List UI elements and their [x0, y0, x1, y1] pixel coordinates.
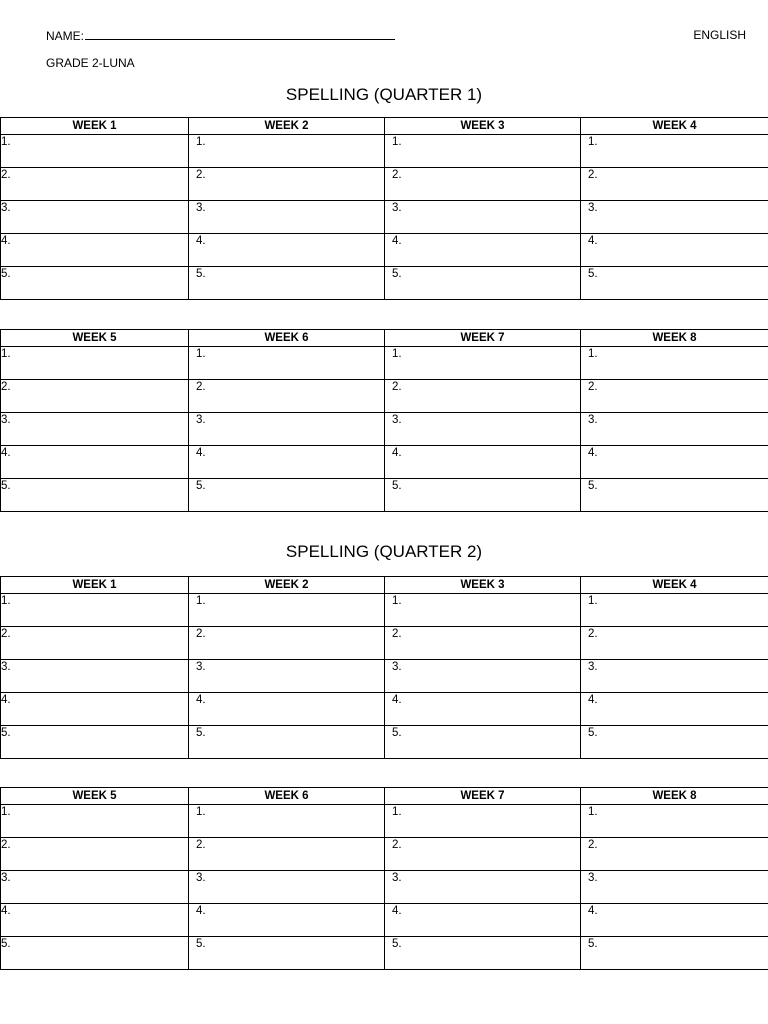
item-number: 1. [196, 806, 206, 818]
item-number: 2. [1, 169, 11, 181]
spelling-entry-cell[interactable] [385, 805, 581, 838]
item-number: 5. [196, 268, 206, 280]
week-header: WEEK 6 [189, 330, 385, 347]
spelling-entry-cell[interactable] [581, 660, 768, 693]
item-number: 3. [196, 202, 206, 214]
item-number: 3. [1, 202, 11, 214]
spelling-entry-cell[interactable] [581, 135, 768, 168]
item-number: 1. [392, 595, 402, 607]
item-number: 2. [1, 381, 11, 393]
spelling-entry-cell[interactable] [385, 201, 581, 234]
name-label: NAME: [46, 29, 85, 43]
spelling-entry-cell[interactable] [189, 380, 385, 413]
table-row [1, 446, 768, 479]
week-header: WEEK 3 [385, 577, 581, 594]
spelling-table [0, 329, 768, 512]
spelling-entry-cell[interactable] [1, 871, 189, 904]
spelling-entry-cell[interactable] [385, 937, 581, 970]
item-number: 4. [196, 235, 206, 247]
spelling-entry-cell[interactable] [581, 446, 768, 479]
table-row [1, 904, 768, 937]
week-header: WEEK 1 [1, 577, 189, 594]
spelling-entry-cell[interactable] [385, 594, 581, 627]
spelling-entry-cell[interactable] [1, 446, 189, 479]
name-line[interactable] [85, 28, 395, 40]
spelling-entry-cell[interactable] [581, 904, 768, 937]
item-number: 2. [392, 839, 402, 851]
spelling-entry-cell[interactable] [385, 413, 581, 446]
spelling-entry-cell[interactable] [385, 347, 581, 380]
table-row [1, 627, 768, 660]
week-header: WEEK 2 [189, 118, 385, 135]
week-header: WEEK 4 [581, 577, 768, 594]
item-number: 3. [392, 872, 402, 884]
spelling-entry-cell[interactable] [385, 135, 581, 168]
spelling-entry-cell[interactable] [1, 380, 189, 413]
week-header: WEEK 4 [581, 118, 768, 135]
item-number: 4. [392, 235, 402, 247]
spelling-entry-cell[interactable] [1, 838, 189, 871]
item-number: 5. [1, 480, 11, 492]
quarter-1-title: SPELLING (QUARTER 1) [285, 85, 483, 104]
spelling-entry-cell[interactable] [1, 726, 189, 759]
grade-label: GRADE 2-LUNA [46, 56, 135, 70]
item-number: 3. [196, 661, 206, 673]
week-header: WEEK 8 [581, 788, 768, 805]
item-number: 4. [588, 694, 598, 706]
spelling-entry-cell[interactable] [581, 267, 768, 300]
spelling-entry-cell[interactable] [189, 446, 385, 479]
table-row [1, 726, 768, 759]
item-number: 1. [392, 806, 402, 818]
item-number: 2. [392, 628, 402, 640]
spelling-entry-cell[interactable] [385, 380, 581, 413]
item-number: 3. [1, 661, 11, 673]
item-number: 4. [392, 694, 402, 706]
spelling-entry-cell[interactable] [189, 871, 385, 904]
week-header: WEEK 6 [189, 788, 385, 805]
item-number: 2. [196, 839, 206, 851]
item-number: 2. [392, 169, 402, 181]
spelling-entry-cell[interactable] [189, 135, 385, 168]
table-row [1, 805, 768, 838]
item-number: 4. [196, 905, 206, 917]
item-number: 3. [196, 872, 206, 884]
table-row [1, 234, 768, 267]
item-number: 3. [392, 661, 402, 673]
week-header: WEEK 7 [385, 788, 581, 805]
item-number: 1. [1, 806, 11, 818]
spelling-entry-cell[interactable] [581, 693, 768, 726]
item-number: 2. [1, 839, 11, 851]
spelling-entry-cell[interactable] [189, 201, 385, 234]
spelling-entry-cell[interactable] [1, 135, 189, 168]
spelling-entry-cell[interactable] [189, 904, 385, 937]
item-number: 3. [588, 202, 598, 214]
item-number: 2. [196, 628, 206, 640]
table-row [1, 380, 768, 413]
item-number: 4. [588, 905, 598, 917]
table-row [1, 267, 768, 300]
table-row [1, 479, 768, 512]
item-number: 1. [588, 595, 598, 607]
spelling-entry-cell[interactable] [189, 805, 385, 838]
spelling-entry-cell[interactable] [1, 660, 189, 693]
item-number: 5. [1, 268, 11, 280]
spelling-entry-cell[interactable] [189, 937, 385, 970]
item-number: 5. [196, 938, 206, 950]
spelling-entry-cell[interactable] [385, 446, 581, 479]
item-number: 3. [588, 872, 598, 884]
item-number: 1. [1, 348, 11, 360]
item-number: 2. [588, 169, 598, 181]
spelling-entry-cell[interactable] [581, 726, 768, 759]
item-number: 5. [588, 268, 598, 280]
spelling-entry-cell[interactable] [1, 267, 189, 300]
spelling-entry-cell[interactable] [581, 380, 768, 413]
item-number: 5. [392, 268, 402, 280]
item-number: 1. [588, 806, 598, 818]
spelling-entry-cell[interactable] [1, 234, 189, 267]
spelling-entry-cell[interactable] [189, 627, 385, 660]
table-row [1, 660, 768, 693]
item-number: 5. [392, 480, 402, 492]
spelling-entry-cell[interactable] [385, 838, 581, 871]
item-number: 5. [196, 727, 206, 739]
spelling-entry-cell[interactable] [189, 347, 385, 380]
spelling-entry-cell[interactable] [1, 805, 189, 838]
item-number: 3. [588, 414, 598, 426]
spelling-entry-cell[interactable] [189, 479, 385, 512]
spelling-entry-cell[interactable] [189, 660, 385, 693]
spelling-entry-cell[interactable] [385, 627, 581, 660]
name-field[interactable] [46, 28, 395, 43]
spelling-entry-cell[interactable] [385, 660, 581, 693]
spelling-entry-cell[interactable] [189, 594, 385, 627]
table-row [1, 413, 768, 446]
spelling-entry-cell[interactable] [1, 627, 189, 660]
table-row [1, 937, 768, 970]
spelling-table [0, 117, 768, 300]
spelling-entry-cell[interactable] [581, 347, 768, 380]
item-number: 5. [392, 727, 402, 739]
item-number: 2. [588, 381, 598, 393]
item-number: 3. [196, 414, 206, 426]
item-number: 5. [1, 727, 11, 739]
item-number: 2. [196, 169, 206, 181]
week-header: WEEK 7 [385, 330, 581, 347]
week-header: WEEK 2 [189, 577, 385, 594]
item-number: 1. [588, 136, 598, 148]
item-number: 5. [392, 938, 402, 950]
item-number: 1. [1, 136, 11, 148]
item-number: 5. [1, 938, 11, 950]
spelling-entry-cell[interactable] [1, 479, 189, 512]
spelling-entry-cell[interactable] [385, 267, 581, 300]
spelling-entry-cell[interactable] [581, 168, 768, 201]
spelling-entry-cell[interactable] [581, 871, 768, 904]
quarter-2-title: SPELLING (QUARTER 2) [285, 542, 483, 561]
spelling-entry-cell[interactable] [581, 234, 768, 267]
spelling-entry-cell[interactable] [189, 267, 385, 300]
week-header: WEEK 1 [1, 118, 189, 135]
spelling-entry-cell[interactable] [581, 937, 768, 970]
spelling-entry-cell[interactable] [385, 904, 581, 937]
spelling-entry-cell[interactable] [385, 234, 581, 267]
week-header: WEEK 5 [1, 330, 189, 347]
week-header: WEEK 8 [581, 330, 768, 347]
spelling-entry-cell[interactable] [189, 693, 385, 726]
spelling-entry-cell[interactable] [1, 594, 189, 627]
table-row [1, 871, 768, 904]
item-number: 2. [1, 628, 11, 640]
spelling-entry-cell[interactable] [581, 594, 768, 627]
item-number: 4. [588, 235, 598, 247]
item-number: 3. [392, 414, 402, 426]
item-number: 3. [1, 414, 11, 426]
item-number: 2. [196, 381, 206, 393]
item-number: 1. [196, 595, 206, 607]
item-number: 2. [588, 628, 598, 640]
week-header: WEEK 3 [385, 118, 581, 135]
table-row [1, 201, 768, 234]
table-row [1, 838, 768, 871]
item-number: 4. [1, 235, 11, 247]
item-number: 2. [588, 839, 598, 851]
table-row [1, 135, 768, 168]
week-header: WEEK 5 [1, 788, 189, 805]
spelling-entry-cell[interactable] [1, 413, 189, 446]
item-number: 2. [392, 381, 402, 393]
item-number: 4. [196, 694, 206, 706]
item-number: 4. [1, 905, 11, 917]
spelling-table [0, 787, 768, 970]
spelling-entry-cell[interactable] [581, 805, 768, 838]
item-number: 3. [1, 872, 11, 884]
item-number: 1. [588, 348, 598, 360]
spelling-entry-cell[interactable] [1, 347, 189, 380]
spelling-entry-cell[interactable] [385, 726, 581, 759]
item-number: 4. [392, 447, 402, 459]
spelling-entry-cell[interactable] [1, 201, 189, 234]
spelling-entry-cell[interactable] [1, 937, 189, 970]
spelling-table [0, 576, 768, 759]
item-number: 4. [196, 447, 206, 459]
item-number: 4. [1, 447, 11, 459]
item-number: 1. [392, 348, 402, 360]
item-number: 1. [392, 136, 402, 148]
spelling-entry-cell[interactable] [189, 838, 385, 871]
item-number: 1. [196, 348, 206, 360]
item-number: 3. [392, 202, 402, 214]
spelling-entry-cell[interactable] [581, 479, 768, 512]
spelling-entry-cell[interactable] [189, 168, 385, 201]
table-row [1, 168, 768, 201]
spelling-entry-cell[interactable] [581, 627, 768, 660]
item-number: 1. [196, 136, 206, 148]
table-row [1, 347, 768, 380]
spelling-entry-cell[interactable] [385, 168, 581, 201]
spelling-entry-cell[interactable] [189, 234, 385, 267]
item-number: 4. [392, 905, 402, 917]
spelling-entry-cell[interactable] [1, 904, 189, 937]
spelling-entry-cell[interactable] [385, 479, 581, 512]
spelling-entry-cell[interactable] [189, 413, 385, 446]
spelling-entry-cell[interactable] [581, 838, 768, 871]
item-number: 1. [1, 595, 11, 607]
subject-label: ENGLISH [693, 28, 746, 42]
spelling-entry-cell[interactable] [581, 413, 768, 446]
item-number: 4. [588, 447, 598, 459]
item-number: 4. [1, 694, 11, 706]
item-number: 5. [196, 480, 206, 492]
spelling-entry-cell[interactable] [189, 726, 385, 759]
item-number: 5. [588, 727, 598, 739]
spelling-entry-cell[interactable] [385, 693, 581, 726]
spelling-entry-cell[interactable] [1, 693, 189, 726]
table-row [1, 693, 768, 726]
spelling-entry-cell[interactable] [581, 201, 768, 234]
item-number: 5. [588, 938, 598, 950]
item-number: 3. [588, 661, 598, 673]
item-number: 5. [588, 480, 598, 492]
spelling-entry-cell[interactable] [385, 871, 581, 904]
spelling-entry-cell[interactable] [1, 168, 189, 201]
table-row [1, 594, 768, 627]
